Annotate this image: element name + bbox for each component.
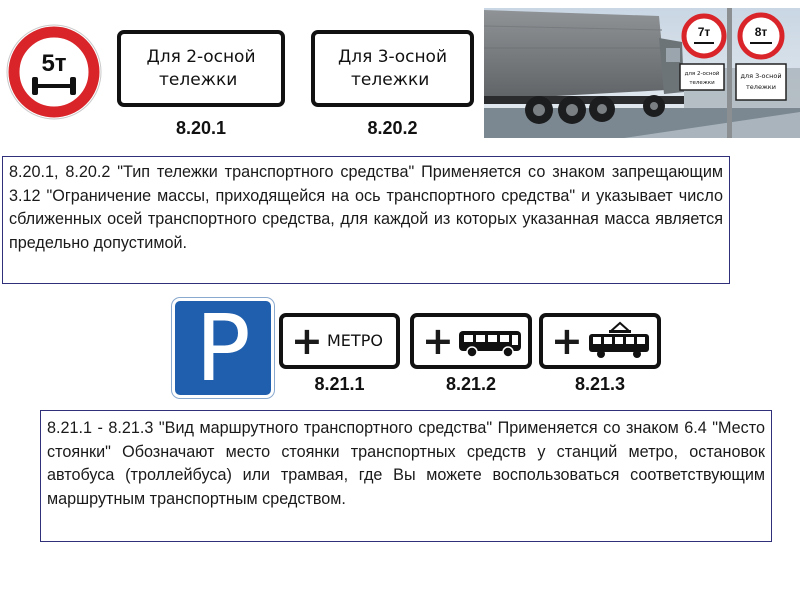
plate-8-21-3 xyxy=(539,313,661,369)
photo-plate-left-line1: для 2-осной xyxy=(684,71,720,77)
metro-label: МЕТРО xyxy=(327,331,383,350)
sign-code-8-21-1: 8.21.1 xyxy=(314,374,365,394)
plate-line-1: Для 3-осной xyxy=(337,47,448,67)
tram-icon xyxy=(587,321,653,361)
plate-line-1: Для 2-осной xyxy=(146,47,256,67)
truck-photo xyxy=(484,8,800,138)
sign-code-8-20-1: 8.20.1 xyxy=(175,118,227,138)
mass-limit-label: 5т xyxy=(41,50,67,77)
plate-8-20-1 xyxy=(117,30,285,107)
plus-sign: + xyxy=(422,319,454,363)
description-8-21: 8.21.1 - 8.21.3 "Вид маршрутного транспортного средства" Применяется со знаком 6.4 "Место стоянки" Обозначают место стоянки транспортных средств у станций метро, остановок автобуса (троллейбуса) или трамвая, где Вы можете воспользоваться соответствующим маршрутным транспортным средством. xyxy=(40,410,772,542)
photo-plate-right-line2: тележки xyxy=(746,83,776,91)
photo-plate-right-line1: для 3-осной xyxy=(740,72,782,80)
plus-sign: + xyxy=(551,319,583,363)
plus-sign: + xyxy=(291,319,323,363)
bus-icon xyxy=(458,329,524,359)
photo-plate-left-line2: тележки xyxy=(689,80,715,86)
plate-line-2: тележки xyxy=(159,70,238,90)
photo-sign-left-label: 7т xyxy=(697,25,711,39)
photo-sign-right-label: 8т xyxy=(754,25,768,39)
axle-load-limit-sign xyxy=(4,22,104,122)
plate-8-21-2 xyxy=(410,313,532,369)
sign-code-8-21-2: 8.21.2 xyxy=(445,374,497,394)
plate-line-2: тележки xyxy=(351,70,430,90)
parking-letter: P xyxy=(195,295,251,402)
plate-8-21-1 xyxy=(279,313,400,369)
parking-sign xyxy=(172,295,274,402)
sign-code-8-20-2: 8.20.2 xyxy=(367,118,418,138)
sign-code-8-21-3: 8.21.3 xyxy=(574,374,626,394)
plate-8-20-2 xyxy=(311,30,474,107)
description-8-20: 8.20.1, 8.20.2 "Тип тележки транспортного средства" Применяется со знаком запрещающим 3.12 "Ограничение массы, приходящейся на ось транспортного средства" и указывает число сближенных осей транспортного средства, для каждой из которых указанная масса является предельно допустимой. xyxy=(2,156,730,284)
